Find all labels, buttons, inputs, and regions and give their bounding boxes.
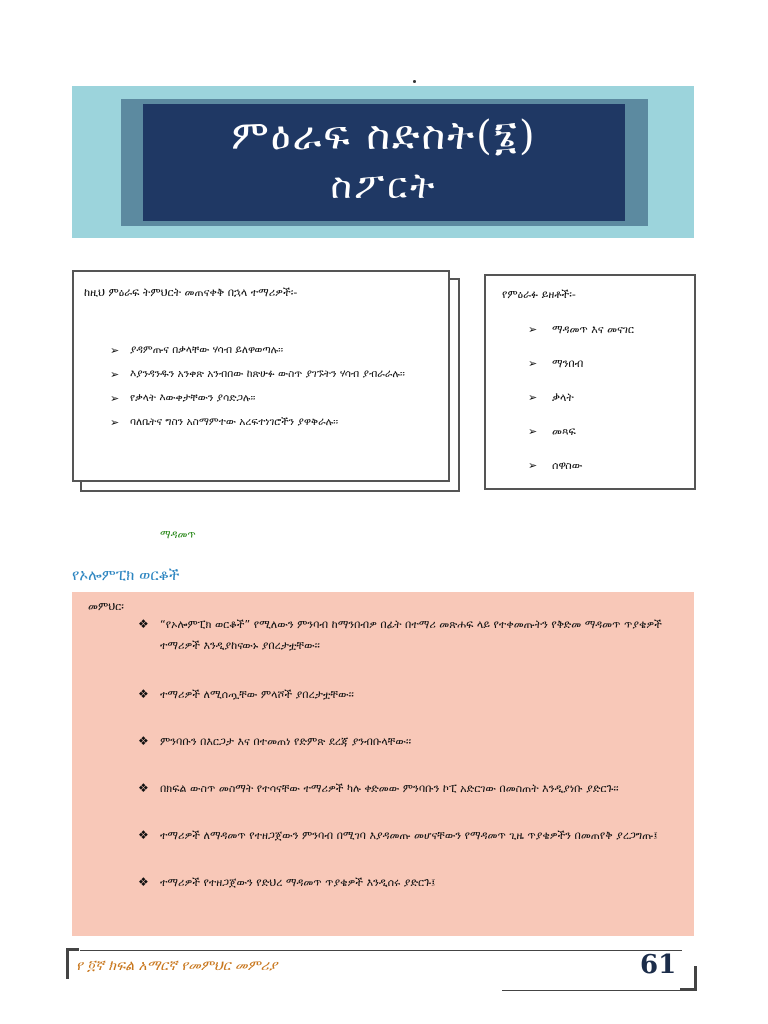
list-item <box>138 731 684 752</box>
note-text: ተማሪዎች ለሚሰጧቸው ምላሾች ያበረታቷቸው፡፡ <box>160 688 354 701</box>
objectives-list <box>110 342 440 438</box>
teacher-notes-box <box>72 592 694 936</box>
arrow-bullet-icon: ➢ <box>110 368 120 381</box>
footer-title: የ ፬ኛ ክፍል አማርኛ የመምህር መምሪያ <box>76 958 278 974</box>
content-text: ማዳመጥ እና መናገር <box>552 323 635 336</box>
objectives-box <box>72 270 450 482</box>
chapter-title: ምዕራፍ ስድስት(፮) <box>231 113 537 159</box>
contents-list <box>528 322 634 492</box>
title-banner-panel <box>143 104 625 221</box>
notes-list <box>138 614 684 893</box>
list-item <box>138 778 684 799</box>
note-text: ተማሪዎች የተዘጋጀውን የድህረ ማዳመጥ ጥያቄዎች እንዲሰሩ ያድርጉ፤ <box>160 876 436 889</box>
diamond-bullet-icon: ❖ <box>138 734 149 748</box>
arrow-bullet-icon: ➢ <box>528 357 538 370</box>
objective-text: እያንዳንዱን አንቀጽ አንብበው ከጽሁፉ ውስጥ ያገኙትን ሃሳብ ያብራራሉ፡፡ <box>130 368 405 380</box>
note-text: ተማሪዎች ለማዳመጥ የተዘጋጀውን ምንባብ በሚገባ እያዳመጡ መሆናቸውን የማዳመጥ ጊዜ ጥያቄዎችን በመጠየቅ ያረጋግጡ፤ <box>160 829 658 842</box>
diamond-bullet-icon: ❖ <box>138 687 149 701</box>
list-item <box>138 825 684 846</box>
objective-text: ባለቤትና ግስን አስማምተው አረፍተነገሮችን ያዋቅራሉ፡፡ <box>130 416 339 428</box>
page-number: 61 <box>640 950 677 980</box>
lesson-heading: የኦሎምፒክ ወርቆች <box>72 566 180 584</box>
content-text: ሰዋስው <box>552 459 583 472</box>
arrow-bullet-icon: ➢ <box>528 425 538 438</box>
list-item <box>110 366 440 383</box>
footer-divider <box>80 950 682 951</box>
diamond-bullet-icon: ❖ <box>138 828 149 842</box>
list-item <box>528 356 634 390</box>
note-text: በክፍል ውስጥ መስማት የተሳናቸው ተማሪዎች ካሉ ቀድመው ምንባቡን ኮፒ አድርገው በመስጠት እንዲያነቡ ያድርጉ፡፡ <box>160 782 619 795</box>
objectives-heading: ከዚህ ምዕራፍ ትምህርት መጠናቀቅ በኋላ ተማሪዎች፡- <box>84 286 298 299</box>
section-label: ማዳመጥ <box>160 528 196 541</box>
chapter-subtitle: ስፖርት <box>330 166 438 207</box>
list-item <box>528 390 634 424</box>
diamond-bullet-icon: ❖ <box>138 781 149 795</box>
diamond-bullet-icon: ❖ <box>138 617 149 631</box>
list-item <box>138 684 684 705</box>
objective-text: የቃላት እውቀታቸውን ያሳድጋሉ፡፡ <box>130 392 256 404</box>
list-item <box>110 342 440 359</box>
arrow-bullet-icon: ➢ <box>528 391 538 404</box>
decorative-dot <box>413 80 416 83</box>
arrow-bullet-icon: ➢ <box>110 416 120 429</box>
chapter-contents-box <box>484 274 696 490</box>
list-item <box>528 458 634 492</box>
contents-heading: የምዕራፉ ይዘቶች፡- <box>502 288 576 301</box>
note-text: “የኦሎምፒክ ወርቆች” የሚለውን ምንባብ ከማንበብዎ በፊት በተማሪ መጽሐፍ ላይ የተቀመጡትን የቅድመ ማዳመጥ ጥያቄዎች ተማሪዎች እንዲያከናውኑ ያበረታቷቸው፡፡ <box>160 618 662 652</box>
note-text: ምንባቡን በእርጋታ እና በተመጠነ የድምጽ ደረጃ ያንብቡላቸው፡፡ <box>160 735 412 748</box>
list-item <box>138 872 684 893</box>
arrow-bullet-icon: ➢ <box>110 392 120 405</box>
content-text: ቃላት <box>552 391 574 404</box>
diamond-bullet-icon: ❖ <box>138 875 149 889</box>
arrow-bullet-icon: ➢ <box>110 344 120 357</box>
content-text: መጻፍ <box>552 425 576 438</box>
footer-corner-right <box>680 966 697 991</box>
footer-bottom-divider <box>502 990 694 991</box>
list-item <box>528 424 634 458</box>
notes-title: መምህር፡ <box>88 600 124 613</box>
objective-text: ያዳምጡና በቃላቸው ሃሳብ ይለዋወጣሉ፡፡ <box>130 344 284 356</box>
content-text: ማንበብ <box>552 357 584 370</box>
arrow-bullet-icon: ➢ <box>528 459 538 472</box>
list-item <box>110 414 440 431</box>
list-item <box>110 390 440 407</box>
arrow-bullet-icon: ➢ <box>528 323 538 336</box>
list-item <box>528 322 634 356</box>
list-item <box>138 614 684 656</box>
